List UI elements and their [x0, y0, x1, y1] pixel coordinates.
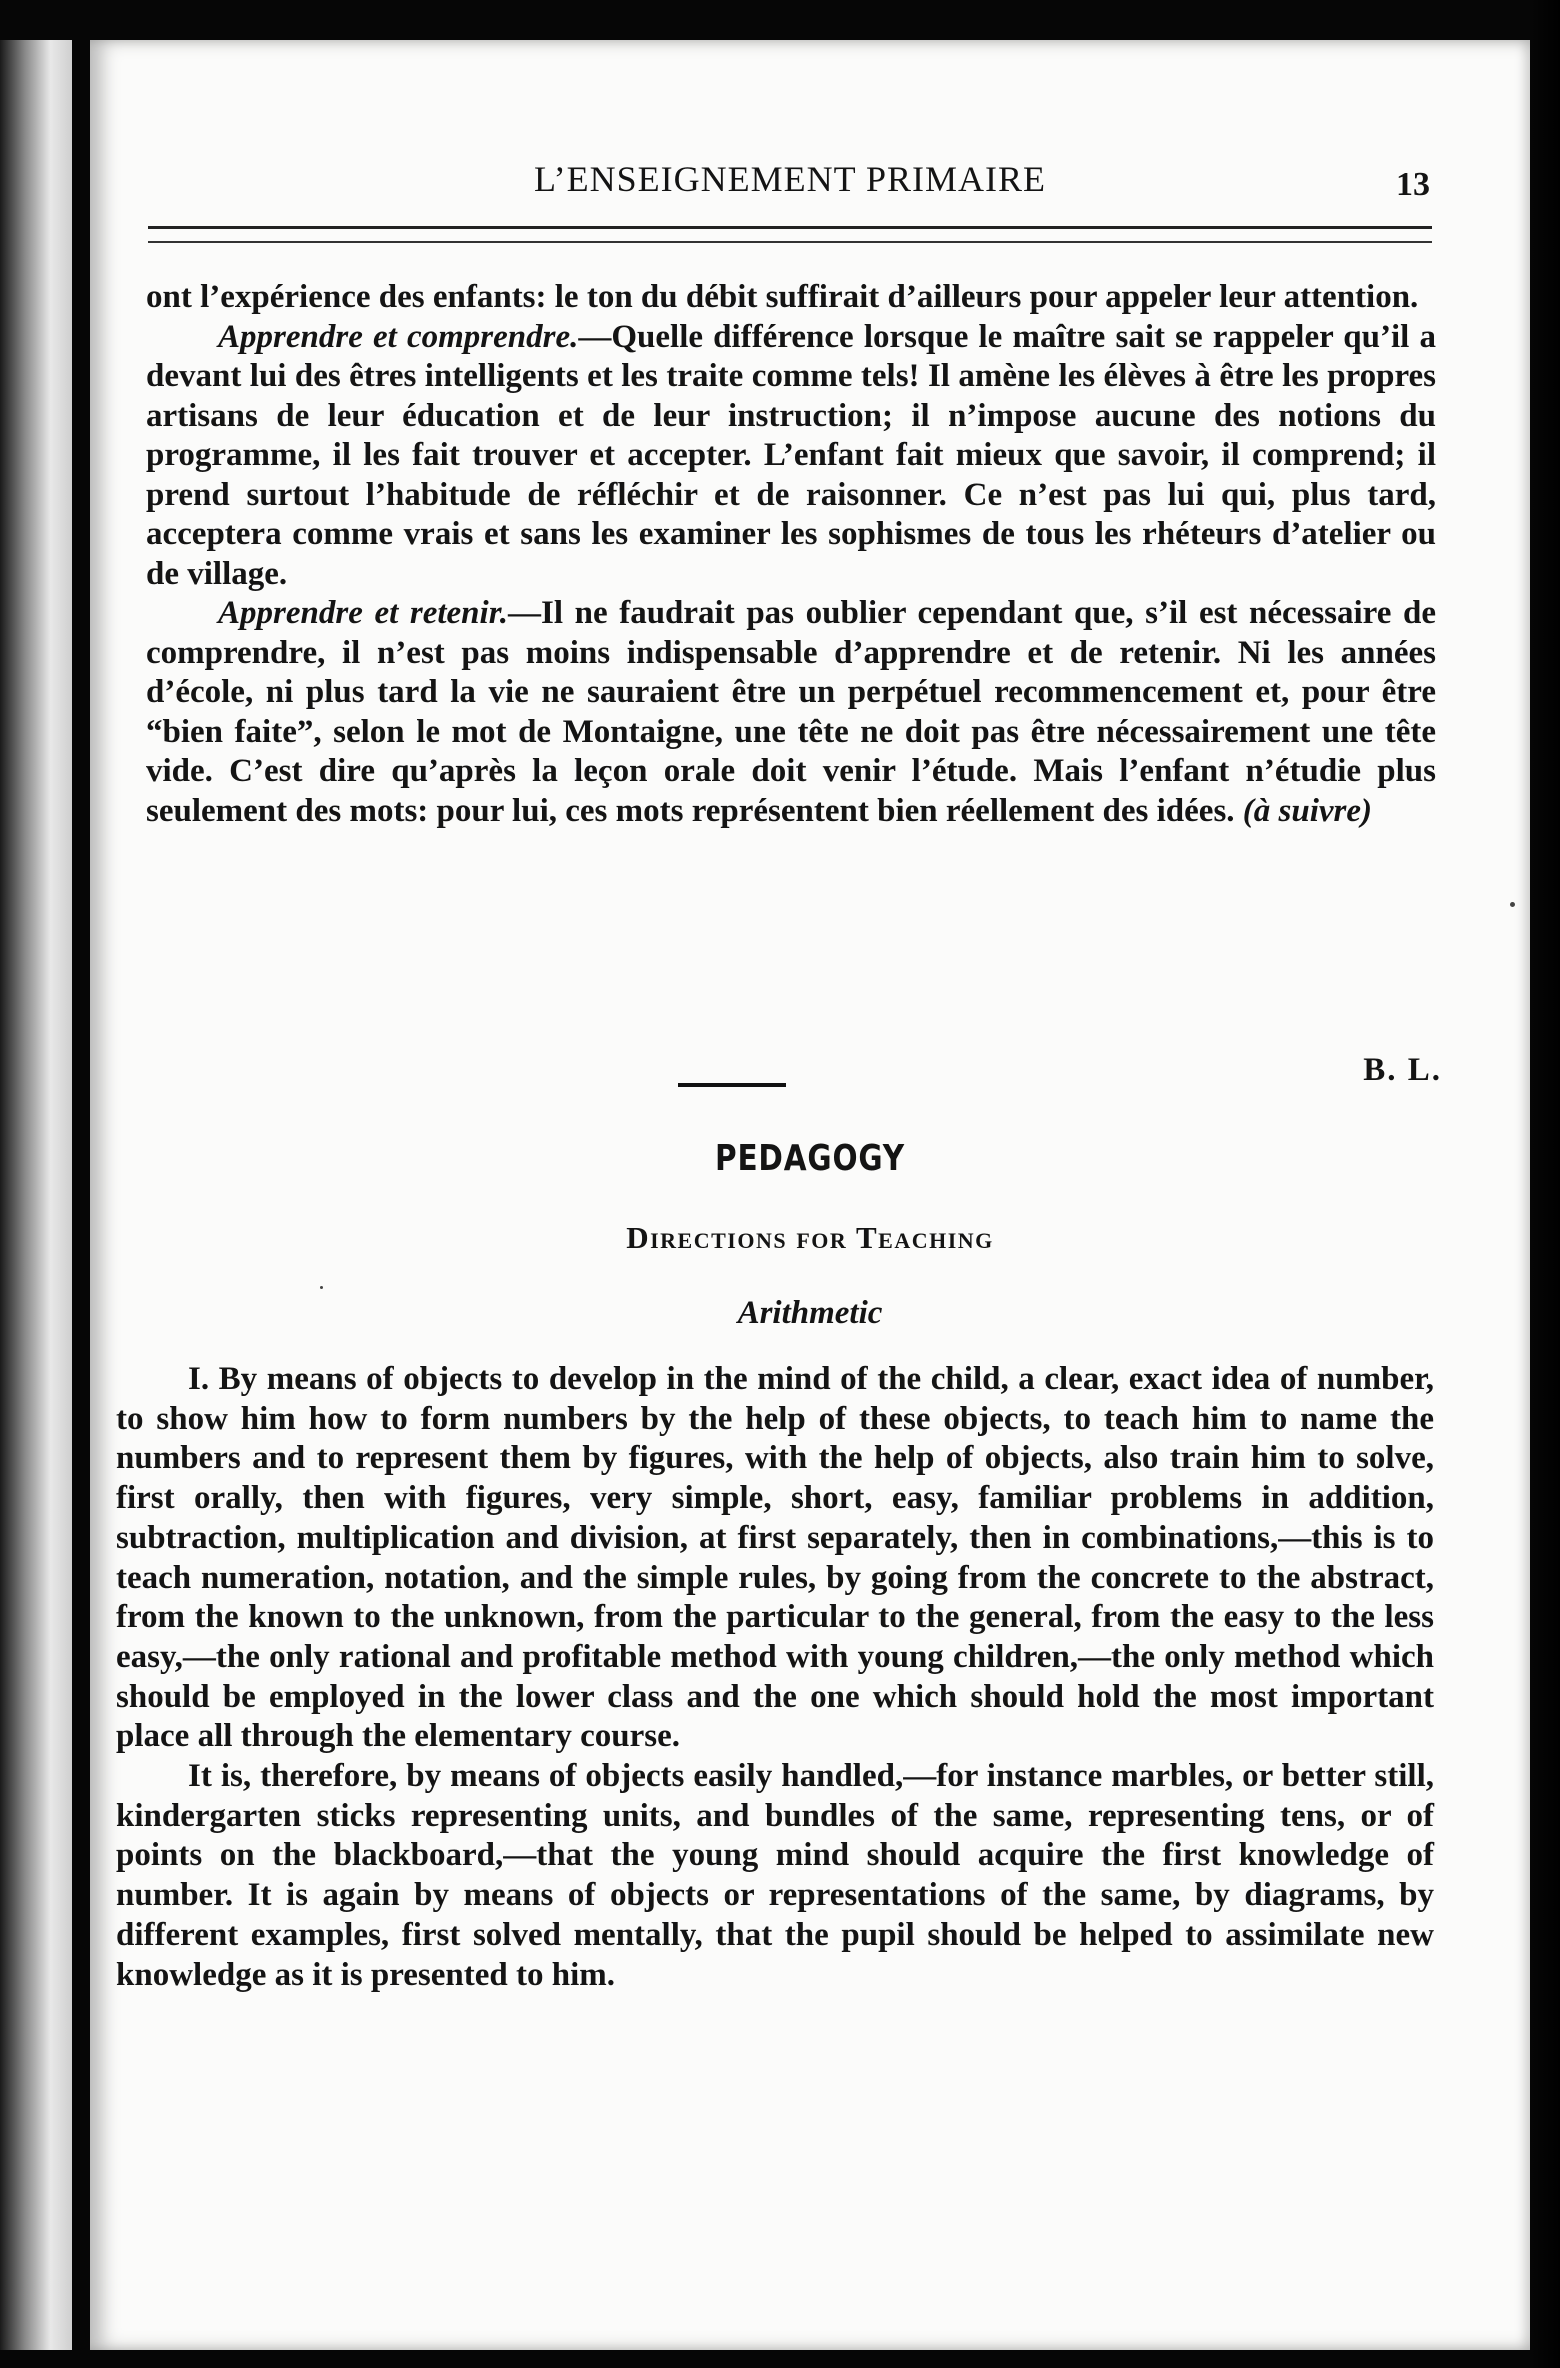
facing-page-edge — [0, 40, 72, 2350]
page-number: 13 — [1396, 166, 1430, 203]
paper-speck — [320, 1286, 323, 1289]
paragraph — [146, 318, 1436, 595]
paragraph-heading: Apprendre et retenir. — [218, 595, 508, 631]
paragraph — [146, 594, 1436, 831]
paragraph: I. By means of objects to develop in the mind of the child, a clear, exact idea of number, to show him how to form numbers by the help of these objects, to teach him to name the numbers and to represent them by figures, with the help of objects, also train him to solve, first orally, then with figures, very simple, short, easy, familiar problems in addition, subtraction, multiplication and division, at first separately, then in combinations,—this is to teach numeration, notation, and the simple rules, by going from the concrete to the abstract, from the known to the unknown, from the particular to the general, from the easy to the less easy,—the only rational and profitable method with young children,—the only method which should be employed in the lower class and the one which should hold the most important place all through the elementary course. — [116, 1361, 1434, 1755]
french-article-text — [146, 278, 1436, 831]
right-edge-shadow — [1530, 0, 1560, 2368]
paragraph-body: —Il ne faudrait pas oublier cependant que, s’il est nécessaire de comprendre, il n’est pas moins indispensable d’apprendre et de retenir. Ni les années d’école, ni plus tard la vie ne sauraient être un perpétuel recommencement et, pour être “bien faite”, selon le mot de Montaigne, une tête ne doit pas être nécessairement une tête vide. C’est dire qu’après la leçon orale doit venir l’étude. Mais l’enfant n’étudie plus seulement des mots: pour lui, ces mots représentent bien réellement des idées. — [146, 595, 1436, 829]
continuation-note: (à suivre) — [1242, 792, 1373, 829]
paragraph-body: —Quelle différence lorsque le maître sait se rappeler qu’il a devant lui des êtres intelligents et les traite comme tels! Il amène les élèves à être les propres artisans de leur éducation et de leur instruction; il n’impose aucune des notions du programme, il les fait trouver et accepter. L’enfant fait mieux que savoir, il comprend; il prend surtout l’habitude de réfléchir et de raisonner. Ce n’est pas lui qui, plus tard, acceptera comme vrais et sans les examiner les sophismes de tous les rhéteurs d’atelier ou de village. — [146, 318, 1436, 592]
paragraph-heading: Apprendre et comprendre. — [218, 318, 579, 355]
paragraph: It is, therefore, by means of objects easily handled,—for instance marbles, or better still, kindergarten sticks representing units, and bundles of the same, representing tens, or of points on the blackboard,—that the young mind should acquire the first knowledge of number. It is again by means of objects or representations of the same, by diagrams, by different examples, first solved mentally, that the pupil should be helped to assimilate new knowledge as it is presented to him. — [116, 1758, 1434, 1993]
running-head: L’ENSEIGNEMENT PRIMAIRE — [533, 159, 1046, 199]
header-double-rule — [148, 226, 1432, 243]
pedagogy-text — [116, 1360, 1434, 1995]
paragraph: ont l’expérience des enfants: le ton du débit suffirait d’ailleurs pour appeler leur attention. — [146, 279, 1419, 315]
book-page — [90, 40, 1530, 2350]
section-divider — [678, 1083, 786, 1087]
author-initials: B. L. — [1363, 1052, 1442, 1088]
paper-speck — [1510, 902, 1515, 907]
section-title: PEDAGOGY — [714, 1138, 905, 1179]
page-header — [150, 158, 1430, 218]
section-subtitle: Directions for Teaching — [626, 1220, 994, 1255]
topic-heading: Arithmetic — [737, 1295, 883, 1331]
